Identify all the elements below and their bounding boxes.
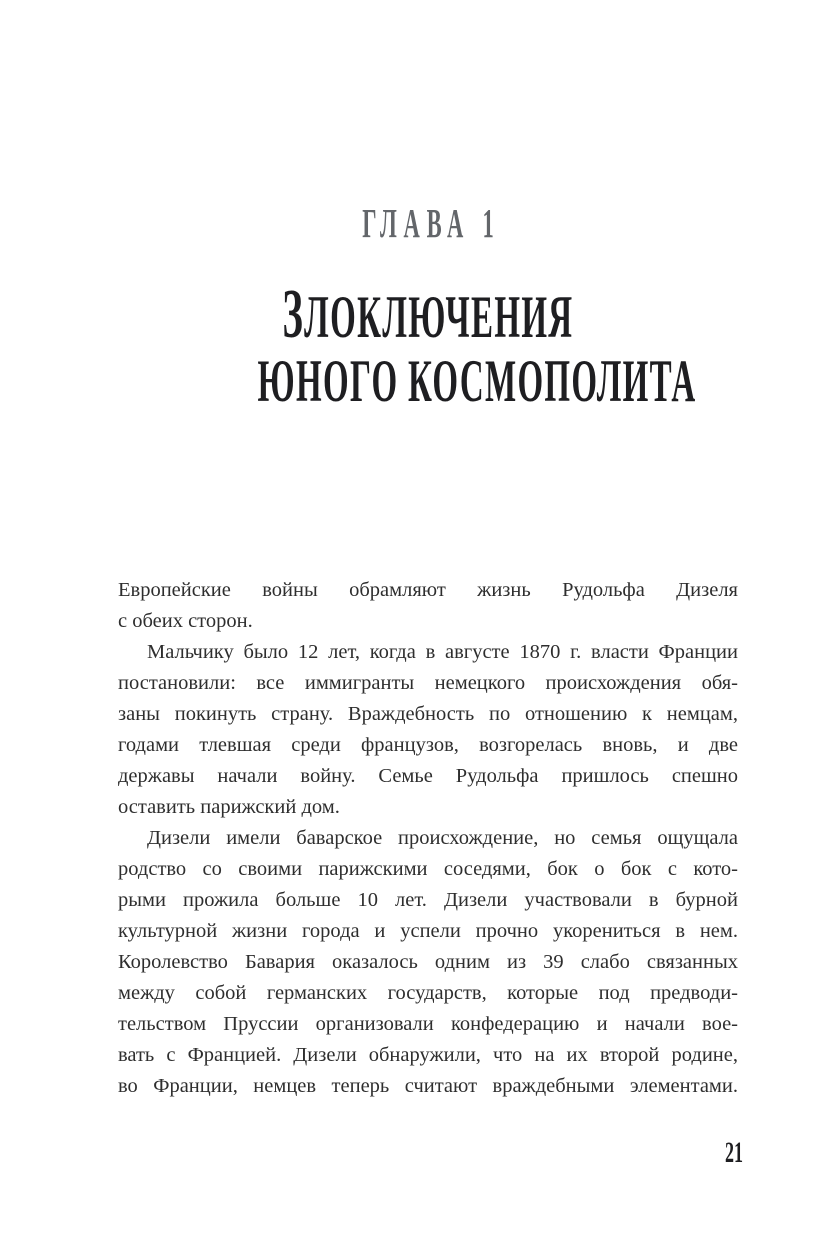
body-line: Королевство Бавария оказалось одним из 39 слабо связанных <box>118 951 738 973</box>
body-line: Дизели имели баварское происхождение, но семья ощущала <box>147 827 738 849</box>
body-line: Европейские войны обрамляют жизнь Рудольфа Дизеля <box>118 579 738 601</box>
body-line: с обеих сторон. <box>118 610 253 632</box>
body-line: тельством Пруссии организовали конфедерацию и начали вое- <box>118 1013 738 1035</box>
paragraph <box>118 575 738 637</box>
body-line: годами тлевшая среди французов, возгорелась вновь, и две <box>118 734 738 756</box>
body-line: постановили: все иммигранты немецкого происхождения обя- <box>118 672 738 694</box>
chapter-title <box>118 276 738 414</box>
body-line: державы начали войну. Семье Рудольфа пришлось спешно <box>118 765 738 787</box>
chapter-label: ГЛАВА 1 <box>362 200 501 246</box>
paragraph <box>118 637 738 823</box>
body-text <box>118 575 738 1102</box>
body-line: родство со своими парижскими соседями, бок о бок с кото- <box>118 858 738 880</box>
body-line: между собой германских государств, которые под предводи- <box>118 982 738 1004</box>
text-column <box>118 0 738 1240</box>
body-line: культурной жизни города и успели прочно укорениться в нем. <box>118 920 738 942</box>
body-line: рыми прожила больше 10 лет. Дизели участвовали в бурной <box>118 889 738 911</box>
chapter-title-line-2: ЮНОГО КОСМОПОЛИТА <box>257 348 697 414</box>
page-number: 21 <box>725 1136 743 1169</box>
body-line: заны покинуть страну. Враждебность по отношению к немцам, <box>118 703 738 725</box>
body-line: вать с Францией. Дизели обнаружили, что на их второй родине, <box>118 1044 738 1066</box>
body-line: Мальчику было 12 лет, когда в августе 1870 г. власти Франции <box>147 641 738 663</box>
chapter-title-line-1: ЗЛОКЛЮЧЕНИЯ <box>282 276 574 353</box>
body-line: оставить парижский дом. <box>118 796 340 818</box>
paragraph <box>118 823 738 1102</box>
body-line: во Франции, немцев теперь считают враждебными элементами. <box>118 1075 738 1097</box>
